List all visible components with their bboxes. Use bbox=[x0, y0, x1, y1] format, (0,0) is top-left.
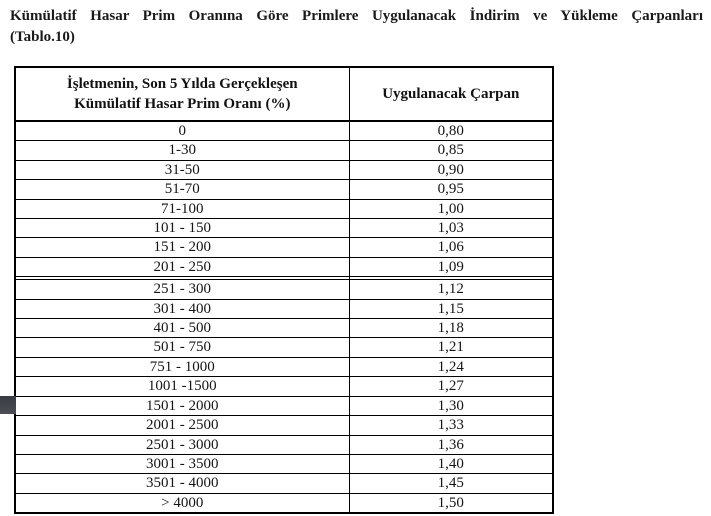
table-row bbox=[15, 435, 553, 454]
table-row bbox=[15, 474, 553, 493]
range-cell: 3001 - 3500 bbox=[15, 454, 349, 473]
table-row bbox=[15, 299, 553, 318]
document-title-line1: Kümülatif Hasar Prim Oranına Göre Primlere Uygulanacak İndirim ve Yükleme Çarpanları bbox=[10, 8, 703, 24]
table-row bbox=[15, 280, 553, 299]
carpan-cell: 1,33 bbox=[349, 416, 553, 435]
table-row bbox=[15, 180, 553, 199]
table-row bbox=[15, 357, 553, 376]
table-row bbox=[15, 199, 553, 218]
range-cell: 301 - 400 bbox=[15, 299, 349, 318]
table-row bbox=[15, 141, 553, 160]
carpan-cell: 1,15 bbox=[349, 299, 553, 318]
range-cell: 1001 -1500 bbox=[15, 377, 349, 396]
range-cell: > 4000 bbox=[15, 493, 349, 513]
table-header-row bbox=[15, 67, 553, 121]
header-cell-hasar-prim-orani: İşletmenin, Son 5 Yılda Gerçekleşen Kümülatif Hasar Prim Oranı (%) bbox=[15, 67, 349, 121]
range-cell: 201 - 250 bbox=[15, 257, 349, 276]
range-cell: 0 bbox=[15, 121, 349, 141]
carpan-cell: 1,18 bbox=[349, 319, 553, 338]
carpan-cell: 1,45 bbox=[349, 474, 553, 493]
range-cell: 151 - 200 bbox=[15, 238, 349, 257]
table-row bbox=[15, 319, 553, 338]
carpan-cell: 1,24 bbox=[349, 357, 553, 376]
table-body bbox=[15, 121, 553, 513]
table-row bbox=[15, 377, 553, 396]
range-cell: 501 - 750 bbox=[15, 338, 349, 357]
table-row bbox=[15, 454, 553, 473]
range-cell: 1-30 bbox=[15, 141, 349, 160]
carpan-cell: 0,95 bbox=[349, 180, 553, 199]
range-cell: 1501 - 2000 bbox=[15, 396, 349, 415]
carpan-cell: 1,00 bbox=[349, 199, 553, 218]
carpan-cell: 0,80 bbox=[349, 121, 553, 141]
carpan-cell: 1,36 bbox=[349, 435, 553, 454]
left-edge-scroll-marker bbox=[0, 396, 16, 414]
table-row bbox=[15, 493, 553, 513]
range-cell: 31-50 bbox=[15, 160, 349, 179]
header-cell-uygulanacak-carpan: Uygulanacak Çarpan bbox=[349, 67, 553, 121]
range-cell: 401 - 500 bbox=[15, 319, 349, 338]
carpan-cell: 1,40 bbox=[349, 454, 553, 473]
table-row bbox=[15, 257, 553, 276]
range-cell: 2001 - 2500 bbox=[15, 416, 349, 435]
range-cell: 751 - 1000 bbox=[15, 357, 349, 376]
carpan-cell: 1,03 bbox=[349, 219, 553, 238]
document-title bbox=[10, 6, 703, 48]
table-row bbox=[15, 396, 553, 415]
document-title-line2: (Tablo.10) bbox=[10, 29, 75, 45]
carpan-cell: 1,09 bbox=[349, 257, 553, 276]
carpan-cell: 1,12 bbox=[349, 280, 553, 299]
table-row bbox=[15, 160, 553, 179]
range-cell: 251 - 300 bbox=[15, 280, 349, 299]
multiplier-table bbox=[14, 66, 554, 514]
carpan-cell: 1,27 bbox=[349, 377, 553, 396]
range-cell: 71-100 bbox=[15, 199, 349, 218]
carpan-cell: 0,90 bbox=[349, 160, 553, 179]
table-row bbox=[15, 238, 553, 257]
table-row bbox=[15, 121, 553, 141]
range-cell: 51-70 bbox=[15, 180, 349, 199]
range-cell: 2501 - 3000 bbox=[15, 435, 349, 454]
table-row bbox=[15, 416, 553, 435]
carpan-cell: 0,85 bbox=[349, 141, 553, 160]
table-row bbox=[15, 338, 553, 357]
carpan-cell: 1,21 bbox=[349, 338, 553, 357]
multiplier-table-container bbox=[14, 66, 552, 514]
range-cell: 3501 - 4000 bbox=[15, 474, 349, 493]
carpan-cell: 1,30 bbox=[349, 396, 553, 415]
carpan-cell: 1,06 bbox=[349, 238, 553, 257]
range-cell: 101 - 150 bbox=[15, 219, 349, 238]
carpan-cell: 1,50 bbox=[349, 493, 553, 513]
table-row bbox=[15, 219, 553, 238]
table-header bbox=[15, 67, 553, 121]
